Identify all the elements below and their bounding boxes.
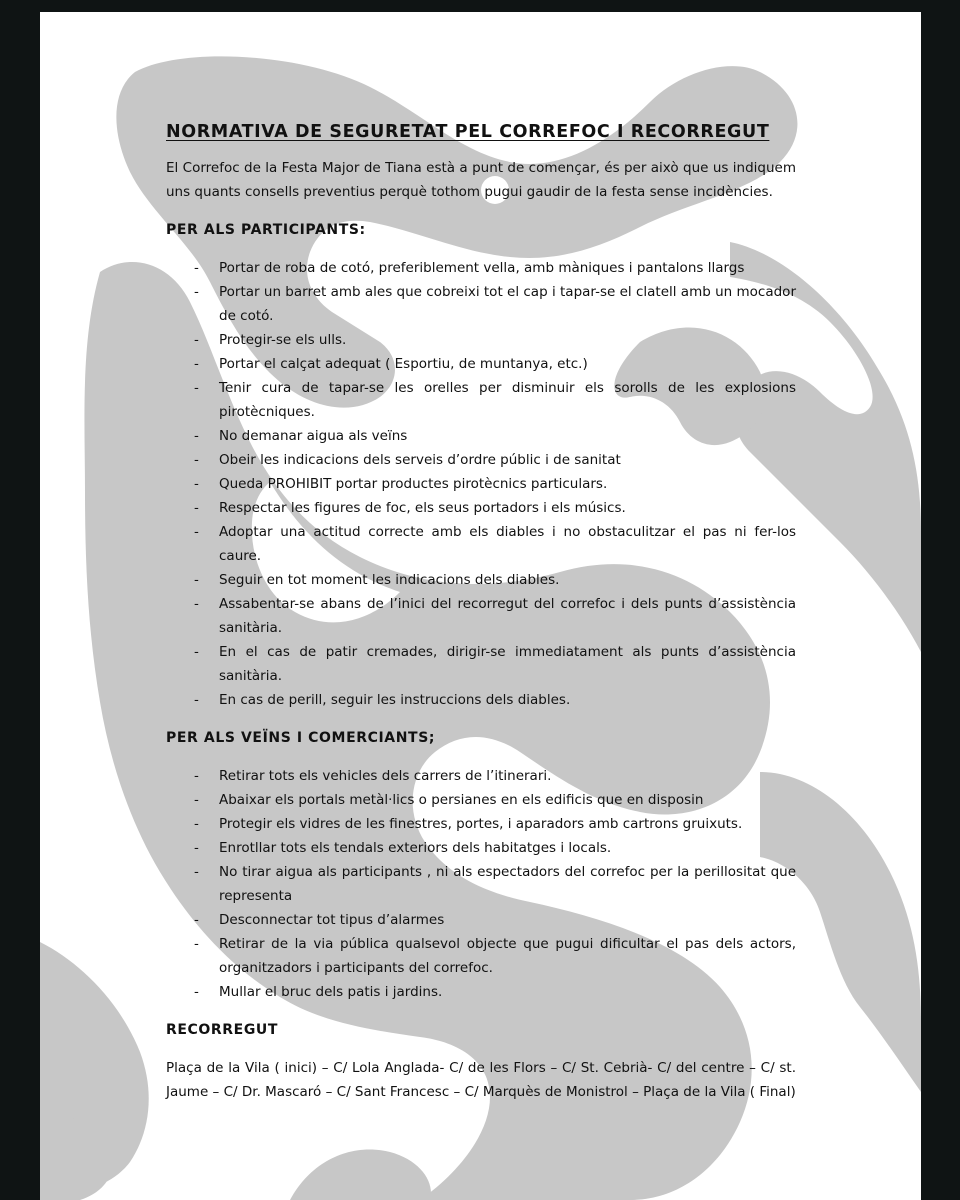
document-page bbox=[40, 12, 921, 1200]
list-item: - Protegir-se els ulls. bbox=[166, 328, 796, 352]
list-item: - Mullar el bruc dels patis i jardins. bbox=[166, 980, 796, 1004]
route-paragraph: Plaça de la Vila ( inici) – C/ Lola Anglada- C/ de les Flors – C/ St. Cebrià- C/ del centre – C/ st. Jaume – C/ Dr. Mascaró – C/ Sant Francesc – C/ Marquès de Monistrol – Plaça de la Vila ( Final) bbox=[166, 1060, 796, 1100]
list-item: - Obeir les indicacions dels serveis d’ordre públic i de sanitat bbox=[166, 448, 796, 472]
page-title: NORMATIVA DE SEGURETAT PEL CORREFOC I RECORREGUT bbox=[166, 122, 770, 142]
list-item: - Enrotllar tots els tendals exteriors dels habitatges i locals. bbox=[166, 836, 796, 860]
list-item: - Desconnectar tot tipus d’alarmes bbox=[166, 908, 796, 932]
list-item: - Portar un barret amb ales que cobreixi tot el cap i tapar-se el clatell amb un mocador de cotó. bbox=[166, 280, 796, 328]
list-item: - No demanar aigua als veïns bbox=[166, 424, 796, 448]
neighbours-list bbox=[166, 764, 796, 1004]
list-item: - Tenir cura de tapar-se les orelles per disminuir els sorolls de les explosions pirotècniques. bbox=[166, 376, 796, 424]
list-item: - Seguir en tot moment les indicacions dels diables. bbox=[166, 568, 796, 592]
list-item: - En el cas de patir cremades, dirigir-se immediatament als punts d’assistència sanitària. bbox=[166, 640, 796, 688]
neighbours-heading: PER ALS VEÏNS I COMERCIANTS; bbox=[166, 730, 436, 746]
route-heading: RECORREGUT bbox=[166, 1022, 279, 1038]
intro-paragraph: El Correfoc de la Festa Major de Tiana està a punt de començar, és per això que us indiquem uns quants consells preventius perquè tothom pugui gaudir de la festa sense incidències. bbox=[166, 160, 796, 200]
list-item: - Retirar de la via pública qualsevol objecte que pugui dificultar el pas dels actors, organitzadors i participants del correfoc. bbox=[166, 932, 796, 980]
participants-heading: PER ALS PARTICIPANTS: bbox=[166, 222, 366, 238]
list-item: - Portar el calçat adequat ( Esportiu, de muntanya, etc.) bbox=[166, 352, 796, 376]
list-item: - Assabentar-se abans de l’inici del recorregut del correfoc i dels punts d’assistència sanitària. bbox=[166, 592, 796, 640]
list-item: - Queda PROHIBIT portar productes pirotècnics particulars. bbox=[166, 472, 796, 496]
document-content bbox=[166, 120, 796, 1118]
list-item: - Retirar tots els vehicles dels carrers de l’itinerari. bbox=[166, 764, 796, 788]
list-item: - En cas de perill, seguir les instruccions dels diables. bbox=[166, 688, 796, 712]
list-item: - No tirar aigua als participants , ni als espectadors del correfoc per la perillositat que representa bbox=[166, 860, 796, 908]
list-item: - Adoptar una actitud correcte amb els diables i no obstaculitzar el pas ni fer-los caure. bbox=[166, 520, 796, 568]
list-item: - Protegir els vidres de les finestres, portes, i aparadors amb cartrons gruixuts. bbox=[166, 812, 796, 836]
participants-list bbox=[166, 256, 796, 712]
list-item: - Portar de roba de cotó, preferiblement vella, amb màniques i pantalons llargs bbox=[166, 256, 796, 280]
list-item: - Abaixar els portals metàl·lics o persianes en els edificis que en disposin bbox=[166, 788, 796, 812]
list-item: - Respectar les figures de foc, els seus portadors i els músics. bbox=[166, 496, 796, 520]
